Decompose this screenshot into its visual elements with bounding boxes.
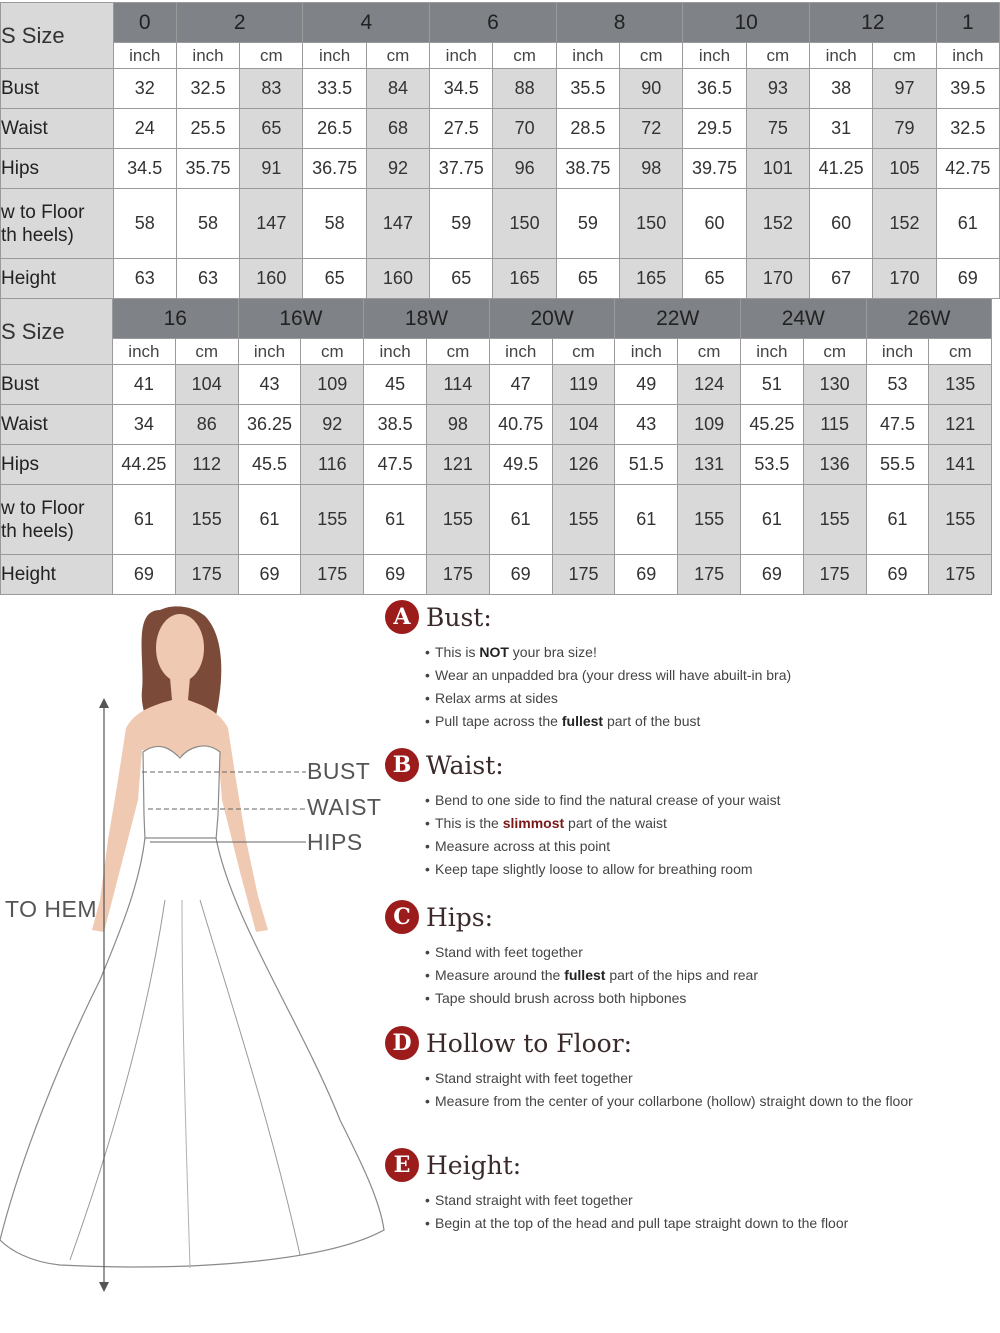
- table-cell: 35.5: [556, 69, 619, 109]
- table-cell: 60: [683, 189, 746, 259]
- size-header-22w: 22W: [615, 299, 741, 339]
- table-cell: 32.5: [176, 69, 239, 109]
- size-header-16: 16: [113, 299, 239, 339]
- bullet-item: [425, 967, 985, 984]
- table-cell: 61: [489, 485, 552, 555]
- bullet-item: [425, 815, 985, 832]
- table-cell: 61: [238, 485, 301, 555]
- bullet-text: part of the waist: [564, 815, 667, 831]
- unit-cell-inch: inch: [740, 339, 803, 365]
- table-cell: 58: [113, 189, 176, 259]
- table-cell: 150: [620, 189, 683, 259]
- bullet-text: Relax arms at sides: [435, 690, 558, 706]
- table-cell: 38.75: [556, 149, 619, 189]
- table-cell: 37.75: [430, 149, 493, 189]
- bullet-item: [425, 667, 985, 684]
- table-cell: 130: [803, 365, 866, 405]
- size-header-6: 6: [430, 3, 557, 43]
- size-corner-label: S Size: [1, 299, 113, 365]
- table-cell: 101: [746, 149, 809, 189]
- table-cell: 114: [427, 365, 490, 405]
- table-cell: 109: [301, 365, 364, 405]
- table-cell: 165: [493, 259, 556, 299]
- table-cell: 38.5: [364, 405, 427, 445]
- table-cell: 61: [936, 189, 999, 259]
- table-row: [1, 259, 1000, 299]
- size-header-14: 1: [936, 3, 999, 43]
- table-cell: 175: [301, 555, 364, 595]
- table-cell: 155: [175, 485, 238, 555]
- row-label: Hips: [1, 149, 114, 189]
- section-header: [385, 600, 985, 634]
- row-label: Bust: [1, 69, 114, 109]
- unit-cell-inch: inch: [936, 43, 999, 69]
- unit-row: [1, 339, 992, 365]
- section-title: Height:: [426, 1150, 522, 1180]
- table-cell: 97: [873, 69, 936, 109]
- table-cell: 150: [493, 189, 556, 259]
- table-cell: 53.5: [740, 445, 803, 485]
- table-cell: 92: [301, 405, 364, 445]
- table-cell: 47: [489, 365, 552, 405]
- row-label: w to Floor th heels): [1, 189, 114, 259]
- section-bullet-list: [385, 1070, 985, 1110]
- table-row: [1, 69, 1000, 109]
- table-cell: 69: [113, 555, 176, 595]
- table-cell: 155: [552, 485, 615, 555]
- table-cell: 119: [552, 365, 615, 405]
- unit-cell-inch: inch: [238, 339, 301, 365]
- table-cell: 126: [552, 445, 615, 485]
- unit-cell-inch: inch: [176, 43, 239, 69]
- table-cell: 27.5: [430, 109, 493, 149]
- table-cell: 47.5: [364, 445, 427, 485]
- bullet-text: part of the bust: [603, 713, 701, 729]
- instruction-section: [385, 1026, 985, 1116]
- bullet-text: Measure around the: [435, 967, 565, 983]
- instruction-section: [385, 900, 985, 1013]
- unit-cell-inch: inch: [489, 339, 552, 365]
- table-cell: 91: [240, 149, 303, 189]
- table-cell: 49.5: [489, 445, 552, 485]
- section-letter-badge: A: [385, 600, 419, 634]
- size-header-20w: 20W: [489, 299, 615, 339]
- table-cell: 47.5: [866, 405, 929, 445]
- bullet-item: [425, 1192, 985, 1209]
- size-header-12: 12: [810, 3, 937, 43]
- table-cell: 24: [113, 109, 176, 149]
- size-header-26w: 26W: [866, 299, 992, 339]
- table-cell: 155: [678, 485, 741, 555]
- table-cell: 105: [873, 149, 936, 189]
- dress-figure-svg: [0, 600, 390, 1300]
- section-letter-badge: C: [385, 900, 419, 934]
- table-cell: 43: [615, 405, 678, 445]
- bullet-text: Tape should brush across both hipbones: [435, 990, 687, 1006]
- table-cell: 28.5: [556, 109, 619, 149]
- table-cell: 69: [364, 555, 427, 595]
- bullet-item: [425, 944, 985, 961]
- table-cell: 26.5: [303, 109, 366, 149]
- unit-cell-inch: inch: [113, 339, 176, 365]
- table-cell: 175: [803, 555, 866, 595]
- bullet-item: [425, 690, 985, 707]
- row-label: Hips: [1, 445, 113, 485]
- table-cell: 175: [175, 555, 238, 595]
- table-cell: 61: [615, 485, 678, 555]
- bullet-text: Begin at the top of the head and pull tape straight down to the floor: [435, 1215, 849, 1231]
- table-cell: 34.5: [113, 149, 176, 189]
- table-cell: 155: [427, 485, 490, 555]
- table-cell: 31: [810, 109, 873, 149]
- bullet-item: [425, 1215, 985, 1232]
- bullet-text: Measure across at this point: [435, 838, 611, 854]
- table-cell: 61: [113, 485, 176, 555]
- table-cell: 70: [493, 109, 556, 149]
- section-title: Hollow to Floor:: [426, 1028, 633, 1058]
- size-chart-table-top: [0, 2, 1000, 299]
- bullet-text: Stand straight with feet together: [435, 1070, 633, 1086]
- table-cell: 44.25: [113, 445, 176, 485]
- row-label: Bust: [1, 365, 113, 405]
- section-bullet-list: [385, 644, 985, 730]
- table-cell: 67: [810, 259, 873, 299]
- bullet-item: [425, 1070, 985, 1087]
- bullet-text: This is the: [435, 815, 503, 831]
- table-cell: 88: [493, 69, 556, 109]
- table-cell: 69: [936, 259, 999, 299]
- bullet-text: Bend to one side to find the natural crease of your waist: [435, 792, 781, 808]
- unit-cell-cm: cm: [803, 339, 866, 365]
- bullet-text: Keep tape slightly loose to allow for breathing room: [435, 861, 753, 877]
- unit-row: [1, 43, 1000, 69]
- size-corner-label: S Size: [1, 3, 114, 69]
- row-label: Waist: [1, 109, 114, 149]
- table-cell: 33.5: [303, 69, 366, 109]
- table-cell: 41.25: [810, 149, 873, 189]
- section-title: Bust:: [426, 602, 492, 632]
- bullet-text: Stand with feet together: [435, 944, 583, 960]
- unit-cell-cm: cm: [175, 339, 238, 365]
- unit-cell-inch: inch: [556, 43, 619, 69]
- size-header-8: 8: [556, 3, 683, 43]
- table-cell: 98: [620, 149, 683, 189]
- row-label: Height: [1, 259, 114, 299]
- unit-cell-cm: cm: [552, 339, 615, 365]
- table-cell: 36.75: [303, 149, 366, 189]
- table-row: [1, 485, 992, 555]
- table-row: [1, 149, 1000, 189]
- table-cell: 34: [113, 405, 176, 445]
- unit-cell-cm: cm: [301, 339, 364, 365]
- measuring-guide: [0, 600, 1000, 1333]
- bust-label: BUST: [307, 758, 371, 784]
- table-cell: 60: [810, 189, 873, 259]
- bullet-text: Pull tape across the: [435, 713, 562, 729]
- table-cell: 49: [615, 365, 678, 405]
- table-row: [1, 555, 992, 595]
- size-header-18w: 18W: [364, 299, 490, 339]
- unit-cell-cm: cm: [678, 339, 741, 365]
- unit-cell-inch: inch: [615, 339, 678, 365]
- table-cell: 63: [176, 259, 239, 299]
- table-cell: 155: [803, 485, 866, 555]
- table-cell: 25.5: [176, 109, 239, 149]
- row-label: Height: [1, 555, 113, 595]
- bullet-item: [425, 1093, 985, 1110]
- instruction-section: [385, 748, 985, 884]
- table-row: [1, 405, 992, 445]
- section-title: Hips:: [426, 902, 494, 932]
- table-cell: 147: [366, 189, 429, 259]
- table-cell: 175: [678, 555, 741, 595]
- bullet-item: [425, 990, 985, 1007]
- size-header-2: 2: [176, 3, 303, 43]
- bullet-item: [425, 792, 985, 809]
- unit-cell-cm: cm: [746, 43, 809, 69]
- bullet-emphasis: fullest: [561, 713, 604, 729]
- table-cell: 147: [240, 189, 303, 259]
- table-cell: 45: [364, 365, 427, 405]
- size-header-0: 0: [113, 3, 176, 43]
- table-cell: 69: [740, 555, 803, 595]
- table-cell: 112: [175, 445, 238, 485]
- table-cell: 59: [556, 189, 619, 259]
- table-cell: 175: [552, 555, 615, 595]
- hem-label: TO HEM: [5, 896, 98, 922]
- table-cell: 155: [301, 485, 364, 555]
- table-cell: 36.25: [238, 405, 301, 445]
- bullet-emphasis: slimmost: [502, 815, 565, 831]
- table-cell: 61: [740, 485, 803, 555]
- bullet-text: your bra size!: [508, 644, 597, 660]
- table-cell: 152: [873, 189, 936, 259]
- table-cell: 58: [176, 189, 239, 259]
- instruction-section: [385, 600, 985, 736]
- table-row: [1, 445, 992, 485]
- table-cell: 51: [740, 365, 803, 405]
- unit-cell-cm: cm: [366, 43, 429, 69]
- unit-cell-cm: cm: [240, 43, 303, 69]
- size-header-24w: 24W: [740, 299, 866, 339]
- unit-cell-cm: cm: [873, 43, 936, 69]
- table-cell: 40.75: [489, 405, 552, 445]
- section-header: [385, 1148, 985, 1182]
- table-cell: 55.5: [866, 445, 929, 485]
- table-cell: 124: [678, 365, 741, 405]
- table-cell: 121: [929, 405, 992, 445]
- table-cell: 115: [803, 405, 866, 445]
- bullet-item: [425, 838, 985, 855]
- table-cell: 61: [364, 485, 427, 555]
- table-cell: 42.75: [936, 149, 999, 189]
- table-cell: 136: [803, 445, 866, 485]
- table-cell: 53: [866, 365, 929, 405]
- unit-cell-inch: inch: [364, 339, 427, 365]
- table-cell: 32: [113, 69, 176, 109]
- section-header: [385, 748, 985, 782]
- table-cell: 38: [810, 69, 873, 109]
- table-cell: 68: [366, 109, 429, 149]
- table-cell: 45.5: [238, 445, 301, 485]
- bullet-text: part of the hips and rear: [605, 967, 758, 983]
- table-cell: 165: [620, 259, 683, 299]
- size-chart-table-bottom: [0, 298, 992, 595]
- table-cell: 39.5: [936, 69, 999, 109]
- size-header-10: 10: [683, 3, 810, 43]
- dress-figure-illustration: [0, 600, 390, 1300]
- size-header-16w: 16W: [238, 299, 364, 339]
- unit-cell-cm: cm: [620, 43, 683, 69]
- table-cell: 141: [929, 445, 992, 485]
- table-cell: 104: [175, 365, 238, 405]
- table-cell: 79: [873, 109, 936, 149]
- table-cell: 45.25: [740, 405, 803, 445]
- table-cell: 86: [175, 405, 238, 445]
- table-cell: 116: [301, 445, 364, 485]
- bullet-text: Measure from the center of your collarbone (hollow) straight down to the floor: [435, 1093, 913, 1109]
- table-cell: 61: [866, 485, 929, 555]
- table-cell: 170: [746, 259, 809, 299]
- section-bullet-list: [385, 792, 985, 878]
- table-row: [1, 365, 992, 405]
- table-cell: 32.5: [936, 109, 999, 149]
- waist-label: WAIST: [307, 794, 382, 820]
- section-letter-badge: D: [385, 1026, 419, 1060]
- instruction-section: [385, 1148, 985, 1238]
- bullet-text: This is: [435, 644, 480, 660]
- bullet-text: Stand straight with feet together: [435, 1192, 633, 1208]
- table-cell: 170: [873, 259, 936, 299]
- table-cell: 92: [366, 149, 429, 189]
- section-bullet-list: [385, 944, 985, 1007]
- table-cell: 72: [620, 109, 683, 149]
- table-cell: 29.5: [683, 109, 746, 149]
- table-cell: 152: [746, 189, 809, 259]
- table-cell: 65: [683, 259, 746, 299]
- table-cell: 84: [366, 69, 429, 109]
- table-cell: 65: [303, 259, 366, 299]
- section-letter-badge: E: [385, 1148, 419, 1182]
- table-cell: 109: [678, 405, 741, 445]
- table-cell: 43: [238, 365, 301, 405]
- hips-label: HIPS: [307, 829, 363, 855]
- bullet-text: Wear an unpadded bra (your dress will have abuilt-in bra): [435, 667, 792, 683]
- table-cell: 96: [493, 149, 556, 189]
- table-cell: 104: [552, 405, 615, 445]
- unit-cell-cm: cm: [493, 43, 556, 69]
- section-bullet-list: [385, 1192, 985, 1232]
- unit-cell-cm: cm: [427, 339, 490, 365]
- table-cell: 65: [430, 259, 493, 299]
- section-title: Waist:: [426, 750, 504, 780]
- table-cell: 59: [430, 189, 493, 259]
- unit-cell-inch: inch: [683, 43, 746, 69]
- bullet-item: [425, 861, 985, 878]
- table-cell: 34.5: [430, 69, 493, 109]
- table-cell: 135: [929, 365, 992, 405]
- unit-cell-cm: cm: [929, 339, 992, 365]
- table-cell: 75: [746, 109, 809, 149]
- section-header: [385, 900, 985, 934]
- table-cell: 131: [678, 445, 741, 485]
- table-cell: 175: [427, 555, 490, 595]
- table-cell: 121: [427, 445, 490, 485]
- unit-cell-inch: inch: [113, 43, 176, 69]
- table-cell: 63: [113, 259, 176, 299]
- table-cell: 160: [240, 259, 303, 299]
- table-cell: 51.5: [615, 445, 678, 485]
- table-cell: 175: [929, 555, 992, 595]
- table-cell: 98: [427, 405, 490, 445]
- table-cell: 160: [366, 259, 429, 299]
- table-cell: 83: [240, 69, 303, 109]
- table-cell: 69: [489, 555, 552, 595]
- table-cell: 36.5: [683, 69, 746, 109]
- unit-cell-inch: inch: [303, 43, 366, 69]
- table-row: [1, 109, 1000, 149]
- table-cell: 35.75: [176, 149, 239, 189]
- section-header: [385, 1026, 985, 1060]
- table-cell: 39.75: [683, 149, 746, 189]
- bullet-emphasis: fullest: [564, 967, 606, 983]
- table-row: [1, 189, 1000, 259]
- row-label: w to Floor th heels): [1, 485, 113, 555]
- unit-cell-inch: inch: [430, 43, 493, 69]
- table-cell: 93: [746, 69, 809, 109]
- bullet-item: [425, 713, 985, 730]
- bullet-emphasis: NOT: [479, 644, 509, 660]
- table-cell: 65: [240, 109, 303, 149]
- bullet-item: [425, 644, 985, 661]
- unit-cell-inch: inch: [866, 339, 929, 365]
- table-cell: 69: [866, 555, 929, 595]
- table-cell: 58: [303, 189, 366, 259]
- size-header-4: 4: [303, 3, 430, 43]
- unit-cell-inch: inch: [810, 43, 873, 69]
- row-label: Waist: [1, 405, 113, 445]
- table-cell: 90: [620, 69, 683, 109]
- table-cell: 155: [929, 485, 992, 555]
- table-cell: 41: [113, 365, 176, 405]
- table-cell: 65: [556, 259, 619, 299]
- table-cell: 69: [238, 555, 301, 595]
- table-cell: 69: [615, 555, 678, 595]
- section-letter-badge: B: [385, 748, 419, 782]
